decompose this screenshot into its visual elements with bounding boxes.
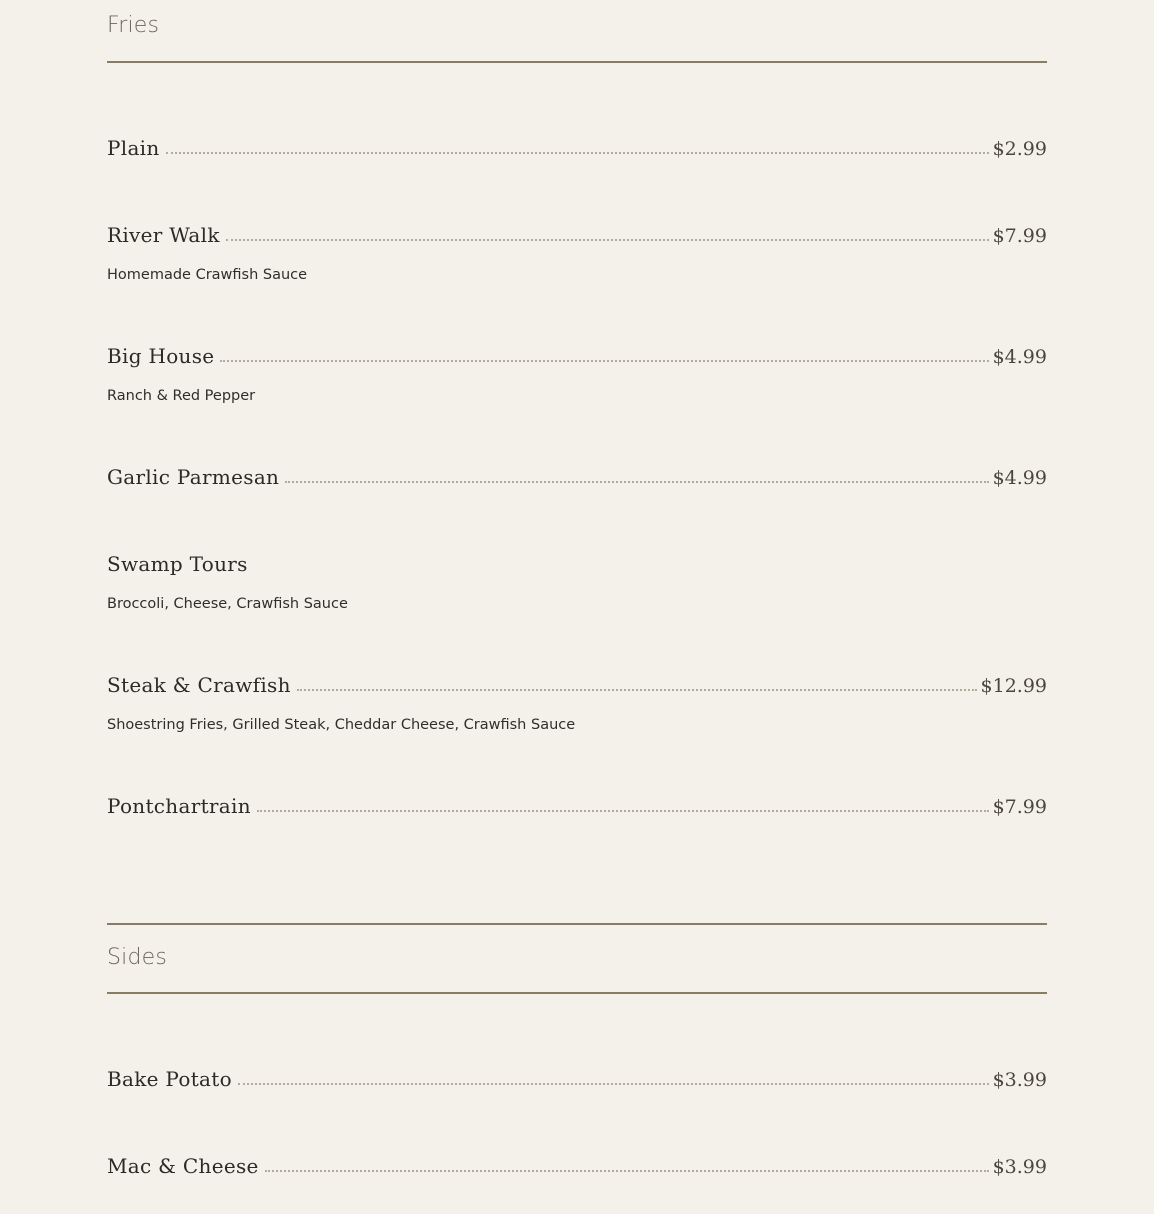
- dotted-leader: [220, 360, 988, 362]
- menu-item: [107, 344, 1047, 404]
- item-name: Big House: [107, 344, 215, 368]
- section-divider: [107, 923, 1047, 925]
- item-name: Mac & Cheese: [107, 1154, 259, 1178]
- menu-item: [107, 136, 1047, 160]
- item-description: Homemade Crawfish Sauce: [107, 267, 308, 283]
- menu-item: [107, 794, 1047, 818]
- dotted-leader: [226, 239, 989, 241]
- item-name: Bake Potato: [107, 1067, 232, 1091]
- item-price: $4.99: [992, 467, 1047, 489]
- dotted-leader: [238, 1083, 989, 1085]
- section-title: Fries: [107, 13, 160, 38]
- item-name: Swamp Tours: [107, 552, 248, 576]
- menu-item: [107, 552, 1047, 612]
- menu-item: [107, 1067, 1047, 1091]
- item-price: $7.99: [992, 796, 1047, 818]
- item-price: $2.99: [992, 138, 1047, 160]
- menu-item: [107, 223, 1047, 283]
- item-name: Garlic Parmesan: [107, 465, 280, 489]
- item-name: Steak & Crawfish: [107, 673, 291, 697]
- item-price: $4.99: [992, 346, 1047, 368]
- dotted-leader: [166, 152, 989, 154]
- item-description: Shoestring Fries, Grilled Steak, Cheddar Cheese, Crawfish Sauce: [107, 717, 576, 733]
- item-name: Plain: [107, 136, 160, 160]
- menu-item: [107, 465, 1047, 489]
- dotted-leader: [257, 810, 989, 812]
- dotted-leader: [265, 1170, 989, 1172]
- item-name: Pontchartrain: [107, 794, 251, 818]
- item-price: $12.99: [980, 675, 1047, 697]
- item-description: Broccoli, Cheese, Crawfish Sauce: [107, 596, 348, 612]
- section-divider: [107, 992, 1047, 994]
- menu-item: [107, 673, 1047, 733]
- item-price: $7.99: [992, 225, 1047, 247]
- item-name: River Walk: [107, 223, 220, 247]
- menu-item: [107, 1154, 1047, 1178]
- item-description: Ranch & Red Pepper: [107, 388, 256, 404]
- dotted-leader: [285, 481, 988, 483]
- section-title: Sides: [107, 945, 168, 970]
- item-price: $3.99: [992, 1156, 1047, 1178]
- item-price: $3.99: [992, 1069, 1047, 1091]
- section-divider: [107, 61, 1047, 63]
- dotted-leader: [297, 689, 977, 691]
